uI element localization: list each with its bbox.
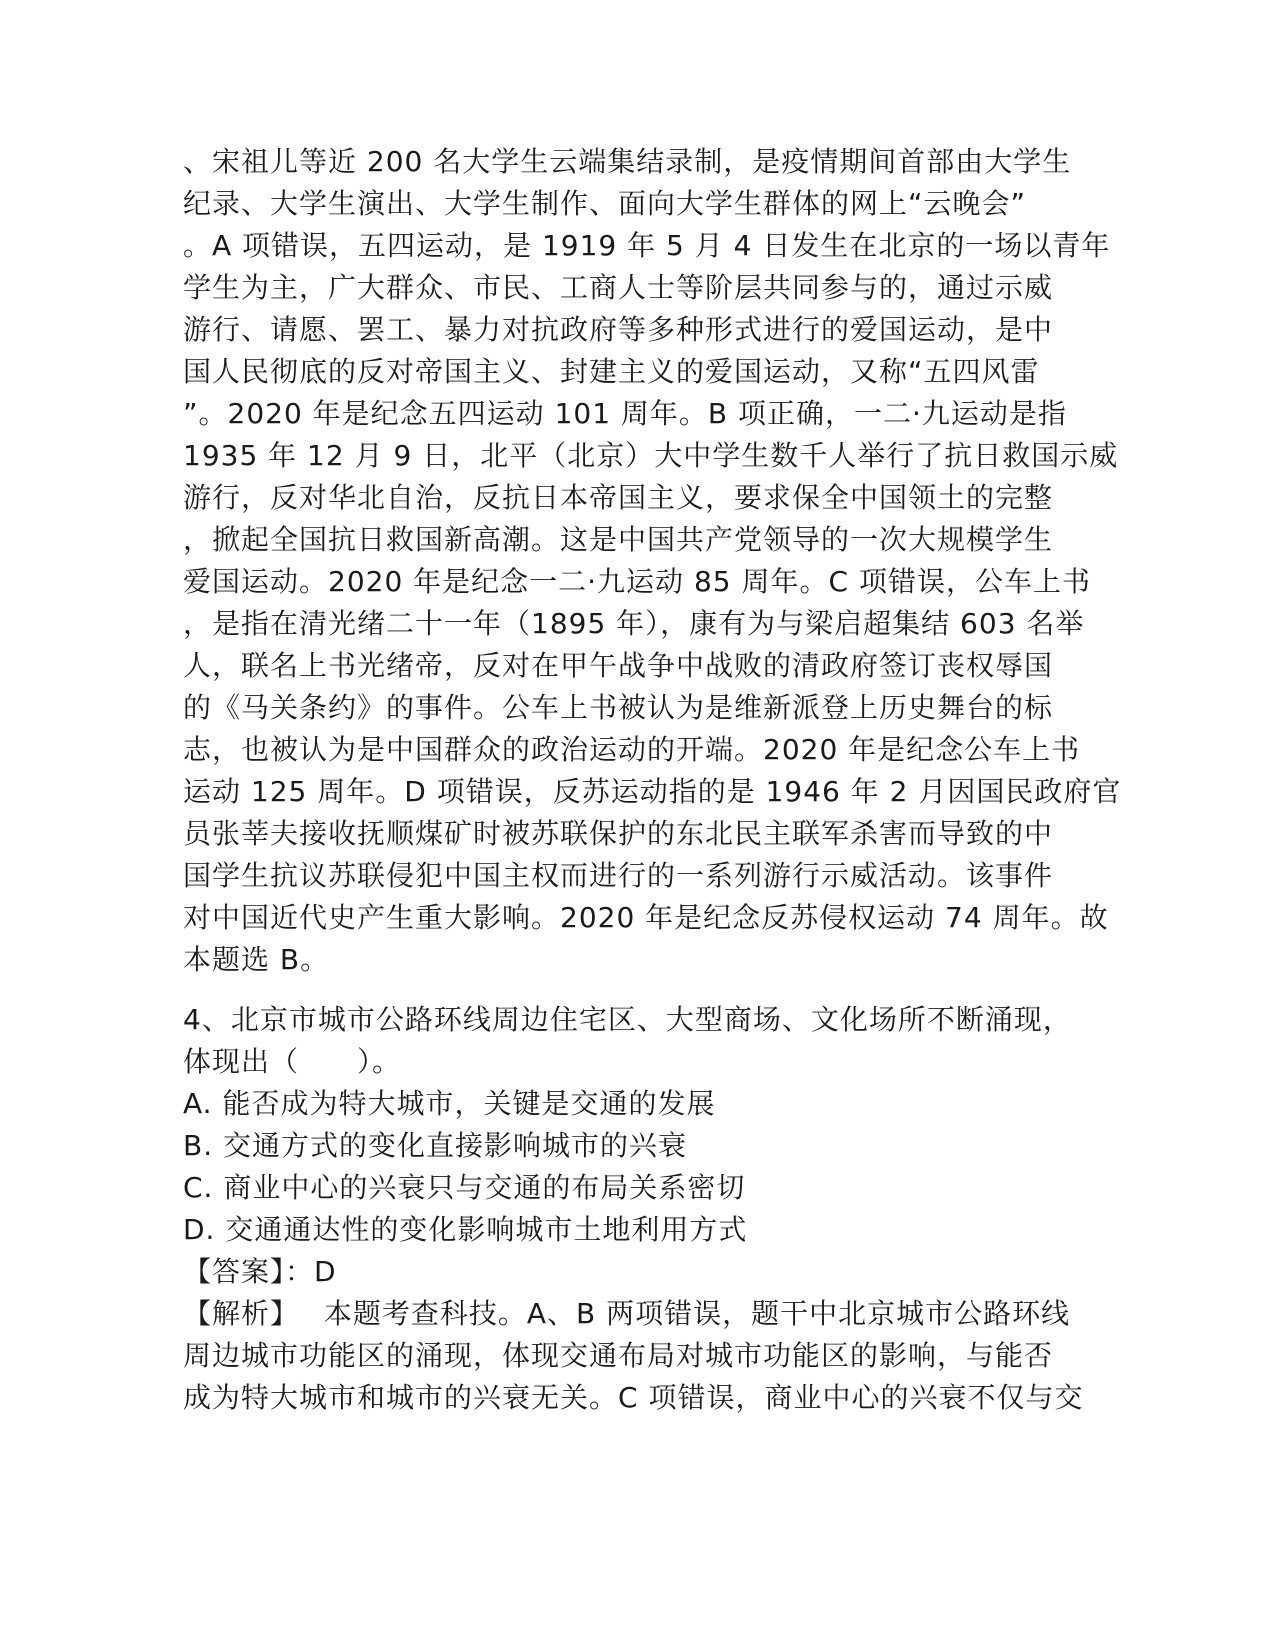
explanation-line: 志，也被认为是中国群众的政治运动的开端。2020 年是纪念公车上书 [183,733,1081,766]
analysis-line: 【解析】 本题考查科技。A、B 两项错误，题干中北京城市公路环线 [183,1297,1071,1330]
option-c: C. 商业中心的兴衰只与交通的布局关系密切 [183,1171,746,1204]
explanation-line: 、宋祖儿等近 200 名大学生云端集结录制，是疫情期间首部由大学生 [183,145,1072,178]
explanation-line: 。A 项错误，五四运动，是 1919 年 5 月 4 日发生在北京的一场以青年 [183,229,1111,262]
explanation-line: ，是指在清光绪二十一年（1895 年），康有为与梁启超集结 603 名举 [183,607,1085,640]
question-stem: 体现出（ ）。 [183,1045,402,1078]
option-d: D. 交通通达性的变化影响城市土地利用方式 [183,1213,748,1246]
explanation-line: 员张莘夫接收抚顺煤矿时被苏联保护的东北民主联军杀害而导致的中 [183,817,1054,850]
analysis-line: 成为特大城市和城市的兴衰无关。C 项错误，商业中心的兴衰不仅与交 [183,1381,1084,1414]
explanation-line: ”。2020 年是纪念五四运动 101 周年。B 项正确，一二·九运动是指 [183,397,1067,430]
explanation-line: 1935 年 12 月 9 日，北平（北京）大中学生数千人举行了抗日救国示威 [183,439,1119,472]
explanation-line: 人，联名上书光绪帝，反对在甲午战争中战败的清政府签订丧权辱国 [183,649,1054,682]
explanation-line: 本题选 B。 [183,943,330,976]
option-a: A. 能否成为特大城市，关键是交通的发展 [183,1087,716,1120]
question-stem: 4、北京市城市公路环线周边住宅区、大型商场、文化场所不断涌现， [183,1003,1072,1036]
explanation-line: 游行、请愿、罢工、暴力对抗政府等多种形式进行的爱国运动，是中 [183,313,1054,346]
explanation-line: 国人民彻底的反对帝国主义、封建主义的爱国运动，又称“五四风雷 [183,355,1040,388]
analysis-line: 周边城市功能区的涌现，体现交通布局对城市功能区的影响，与能否 [183,1339,1054,1372]
explanation-line: 爱国运动。2020 年是纪念一二·九运动 85 周年。C 项错误，公车上书 [183,565,1091,598]
explanation-line: 的《马关条约》的事件。公车上书被认为是维新派登上历史舞台的标 [183,691,1054,724]
explanation-line: 对中国近代史产生重大影响。2020 年是纪念反苏侵权运动 74 周年。故 [183,901,1109,934]
explanation-line: 运动 125 周年。D 项错误，反苏运动指的是 1946 年 2 月因国民政府官 [183,775,1122,808]
explanation-line: 学生为主，广大群众、市民、工商人士等阶层共同参与的，通过示威 [183,271,1054,304]
explanation-line: 纪录、大学生演出、大学生制作、面向大学生群体的网上“云晚会” [183,187,1027,220]
explanation-line: 游行，反对华北自治，反抗日本帝国主义，要求保全中国领土的完整 [183,481,1054,514]
option-b: B. 交通方式的变化直接影响城市的兴衰 [183,1129,688,1162]
explanation-line: 国学生抗议苏联侵犯中国主权而进行的一系列游行示威活动。该事件 [183,859,1054,892]
explanation-line: ，掀起全国抗日救国新高潮。这是中国共产党领导的一次大规模学生 [183,523,1054,556]
answer-label: 【答案】：D [183,1255,337,1288]
